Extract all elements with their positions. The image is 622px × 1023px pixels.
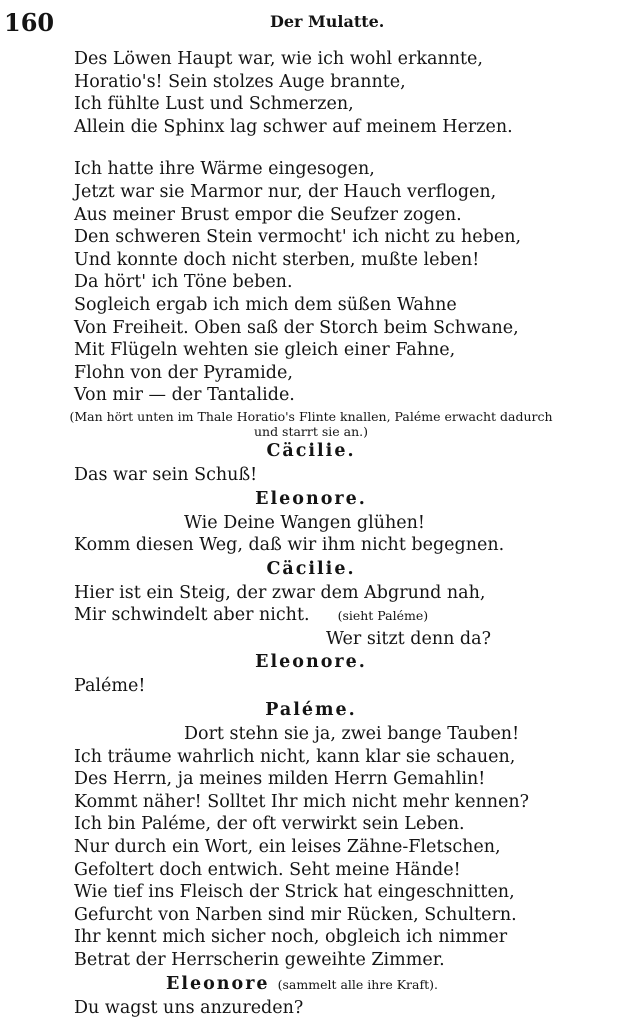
dialogue-line: Das war sein Schuß! <box>74 464 258 485</box>
verse-line: Horatio's! Sein stolzes Auge brannte, <box>74 71 406 92</box>
speaker-eleonore: Eleonore. <box>255 652 367 673</box>
dialogue-line: Hier ist ein Steig, der zwar dem Abgrund nah, <box>74 582 486 603</box>
verse-line: Den schweren Stein vermocht' ich nicht zu heben, <box>74 227 522 248</box>
dialogue-line: Du wagst uns anzureden? <box>74 997 304 1018</box>
page-body <box>0 48 622 1019</box>
dialogue-line: Nur durch ein Wort, ein leises Zähne-Fletschen, <box>74 837 501 858</box>
stanza-gap <box>0 138 622 158</box>
dialogue-line: Wie Deine Wangen glühen! <box>184 512 425 533</box>
stanza-1 <box>0 48 622 138</box>
verse-line: Ich hatte ihre Wärme eingesogen, <box>74 159 375 180</box>
dialogue-line: Ich träume wahrlich nicht, kann klar sie schauen, <box>74 746 516 767</box>
stanza-2 <box>0 158 622 407</box>
page-header <box>0 4 622 40</box>
dialogue-line: Betrat der Herrscherin geweihte Zimmer. <box>74 950 445 970</box>
speaker-eleonore-with-stage <box>0 972 622 997</box>
stage-direction-line: und starrt sie an.) <box>253 423 369 439</box>
dialogue-line: Komm diesen Weg, daß wir ihm nicht begegnen. <box>74 535 505 556</box>
speaker-caecilie: Cäcilie. <box>266 440 356 461</box>
dialogue-line: Ihr kennt mich sicher noch, obgleich ich nimmer <box>74 927 508 948</box>
stage-direction <box>0 409 622 439</box>
dialogue-line: Wie tief ins Fleisch der Strick hat eingeschnitten, <box>74 882 515 903</box>
verse-line: Jetzt war sie Marmor nur, der Hauch verflogen, <box>74 181 497 202</box>
inline-stage-direction: (sieht Paléme) <box>337 608 429 624</box>
speaker-paleme: Paléme. <box>265 700 357 721</box>
page-number: 160 <box>4 8 55 37</box>
verse-line: Allein die Sphinx lag schwer auf meinem Herzen. <box>74 116 513 137</box>
verse-line: Da hört' ich Töne beben. <box>74 272 293 293</box>
verse-line: Von Freiheit. Oben saß der Storch beim Schwane, <box>74 317 519 338</box>
verse-line: Mit Flügeln wehten sie gleich einer Fahne, <box>74 340 456 361</box>
dialogue-text: Mir schwindelt aber nicht. <box>74 605 310 626</box>
stage-direction-line: (Man hört unten im Thale Horatio's Flinte knallen, Paléme erwacht dadurch <box>69 408 553 424</box>
verse-line: Aus meiner Brust empor die Seufzer zogen. <box>74 204 462 225</box>
dialogue-line: Gefurcht von Narben sind mir Rücken, Schultern. <box>74 904 517 925</box>
dialogue-line: Des Herrn, ja meines milden Herrn Gemahlin! <box>74 769 486 790</box>
dialogue-line: Gefoltert doch entwich. Seht meine Hände! <box>74 859 461 880</box>
dialogue-line: Kommt näher! Solltet Ihr mich nicht mehr kennen? <box>74 791 530 812</box>
dialogue-line: Paléme! <box>74 676 146 697</box>
speaker-name: Eleonore <box>166 973 270 994</box>
dialogue-line-with-stage <box>0 604 622 628</box>
verse-line: Sogleich ergab ich mich dem süßen Wahne <box>74 294 457 315</box>
running-title: Der Mulatte. <box>270 12 385 31</box>
verse-line: Flohn von der Pyramide, <box>74 362 293 383</box>
speaker-caecilie: Cäcilie. <box>266 558 356 579</box>
inline-stage-direction: (sammelt alle ihre Kraft). <box>277 976 438 992</box>
verse-line: Von mir — der Tantalide. <box>74 385 295 406</box>
verse-line: Ich fühlte Lust und Schmerzen, <box>74 94 354 115</box>
verse-line: Und konnte doch nicht sterben, mußte leben! <box>74 249 480 270</box>
dialogue-line: Dort stehn sie ja, zwei bange Tauben! <box>184 724 520 745</box>
speaker-eleonore: Eleonore. <box>255 488 367 509</box>
dialogue-line: Ich bin Paléme, der oft verwirkt sein Leben. <box>74 814 465 835</box>
verse-line: Des Löwen Haupt war, wie ich wohl erkannte, <box>74 49 483 69</box>
dialogue-line: Wer sitzt denn da? <box>326 628 491 649</box>
